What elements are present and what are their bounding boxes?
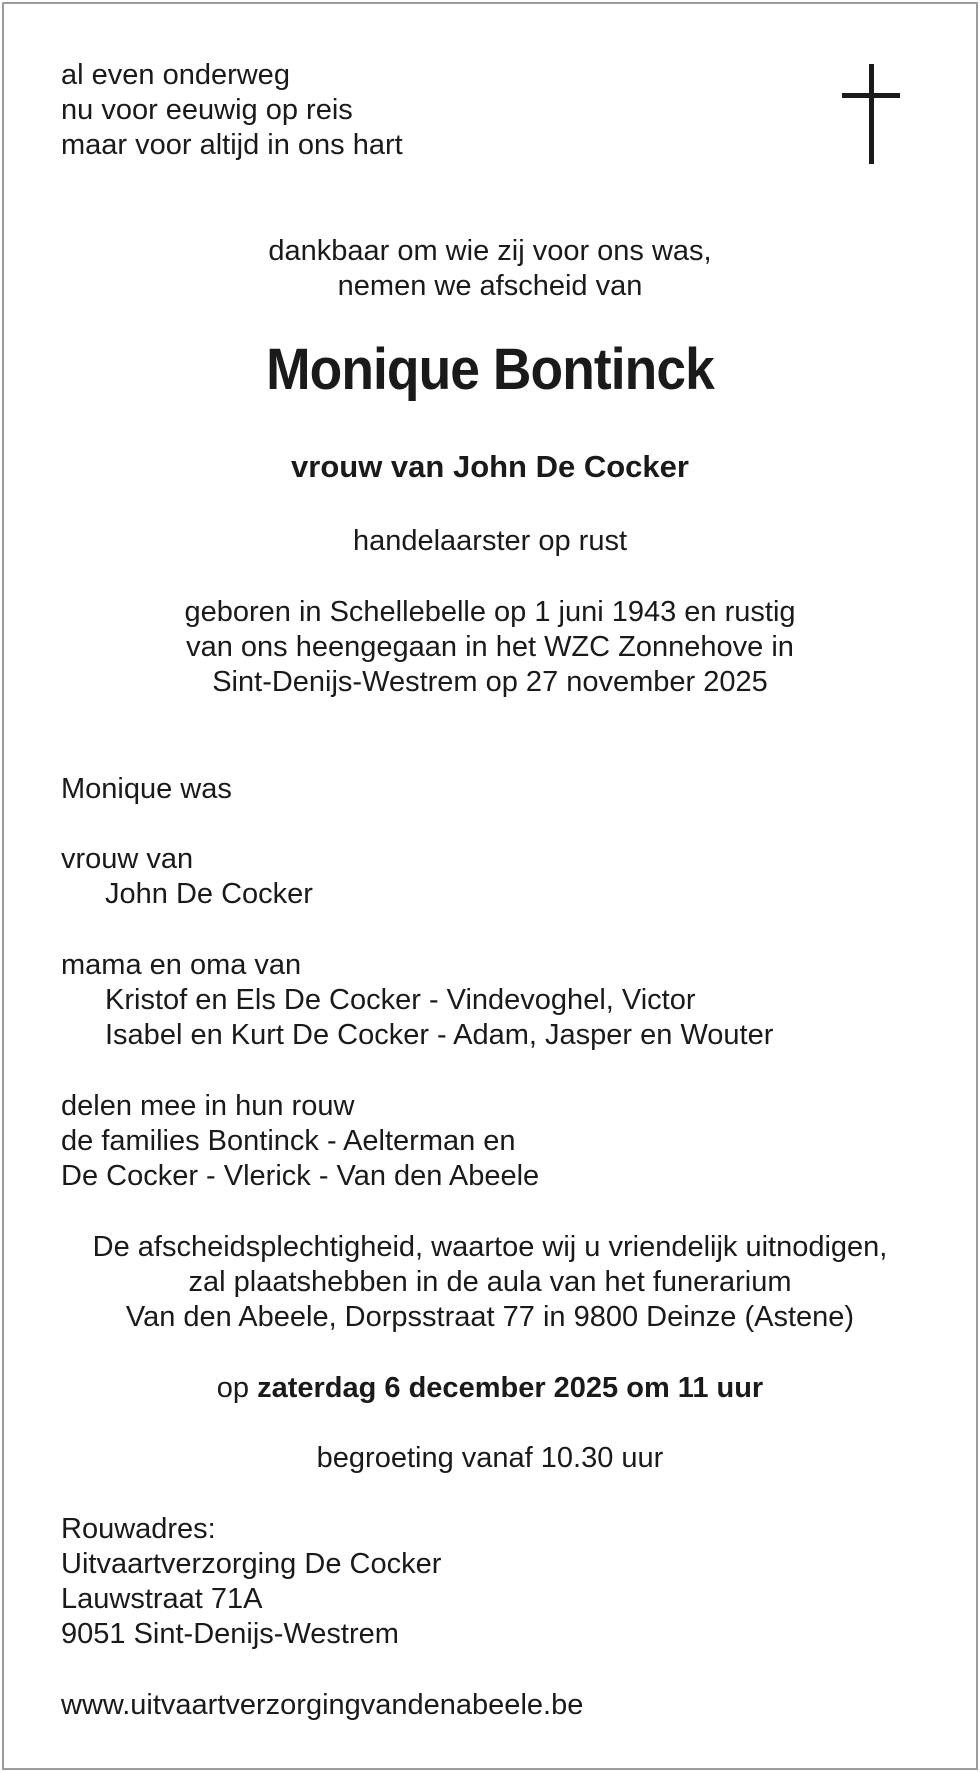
ceremony-date: [4, 1371, 976, 1406]
birth-death-line: van ons heengegaan in het WZC Zonnehove in: [186, 631, 794, 663]
wife-of: John De Cocker: [105, 878, 313, 910]
ceremony-line: zal plaatshebben in de aula van het funerarium: [188, 1266, 792, 1298]
ceremony-line: De afscheidsplechtigheid, waartoe wij u vriendelijk uitnodigen,: [92, 1231, 888, 1263]
spouse-subtitle: vrouw van John De Cocker: [291, 449, 689, 484]
mourning-line: De Cocker - Vlerick - Van den Abeele: [61, 1160, 540, 1192]
wife-label: vrouw van: [61, 843, 194, 875]
poem-line: al even onderweg: [61, 59, 290, 91]
address-line: 9051 Sint-Denijs-Westrem: [61, 1618, 399, 1650]
website-link: www.uitvaartverzorgingvandenabeele.be: [61, 1689, 584, 1721]
obituary-card: [2, 2, 978, 1770]
intro-line: dankbaar om wie zij voor ons was,: [268, 235, 712, 267]
date-prefix: op: [216, 1372, 250, 1404]
address-label: Rouwadres:: [61, 1513, 216, 1545]
ceremony-line: Van den Abeele, Dorpsstraat 77 in 9800 Deinze (Astene): [125, 1301, 855, 1333]
family-heading: Monique was: [61, 773, 232, 805]
poem-line: nu voor eeuwig op reis: [61, 94, 353, 126]
mourning-line: delen mee in hun rouw: [61, 1090, 355, 1122]
deceased-name: Monique Bontinck: [266, 337, 714, 402]
mourning-line: de families Bontinck - Aelterman en: [61, 1125, 516, 1157]
occupation: handelaarster op rust: [352, 525, 628, 557]
cross-icon: [842, 64, 900, 164]
address-line: Uitvaartverzorging De Cocker: [61, 1548, 442, 1580]
date-value: zaterdag 6 december 2025 om 11 uur: [257, 1372, 764, 1404]
poem-line: maar voor altijd in ons hart: [61, 129, 403, 161]
mother-label: mama en oma van: [61, 949, 302, 981]
address-line: Lauwstraat 71A: [61, 1583, 263, 1615]
children-line: Isabel en Kurt De Cocker - Adam, Jasper en Wouter: [105, 1019, 774, 1051]
birth-death-line: geboren in Schellebelle op 1 juni 1943 en rustig: [184, 596, 796, 628]
greeting-time: begroeting vanaf 10.30 uur: [316, 1442, 664, 1474]
intro-line: nemen we afscheid van: [337, 270, 643, 302]
birth-death-line: Sint-Denijs-Westrem op 27 november 2025: [212, 666, 768, 698]
children-line: Kristof en Els De Cocker - Vindevoghel, Victor: [105, 984, 696, 1016]
